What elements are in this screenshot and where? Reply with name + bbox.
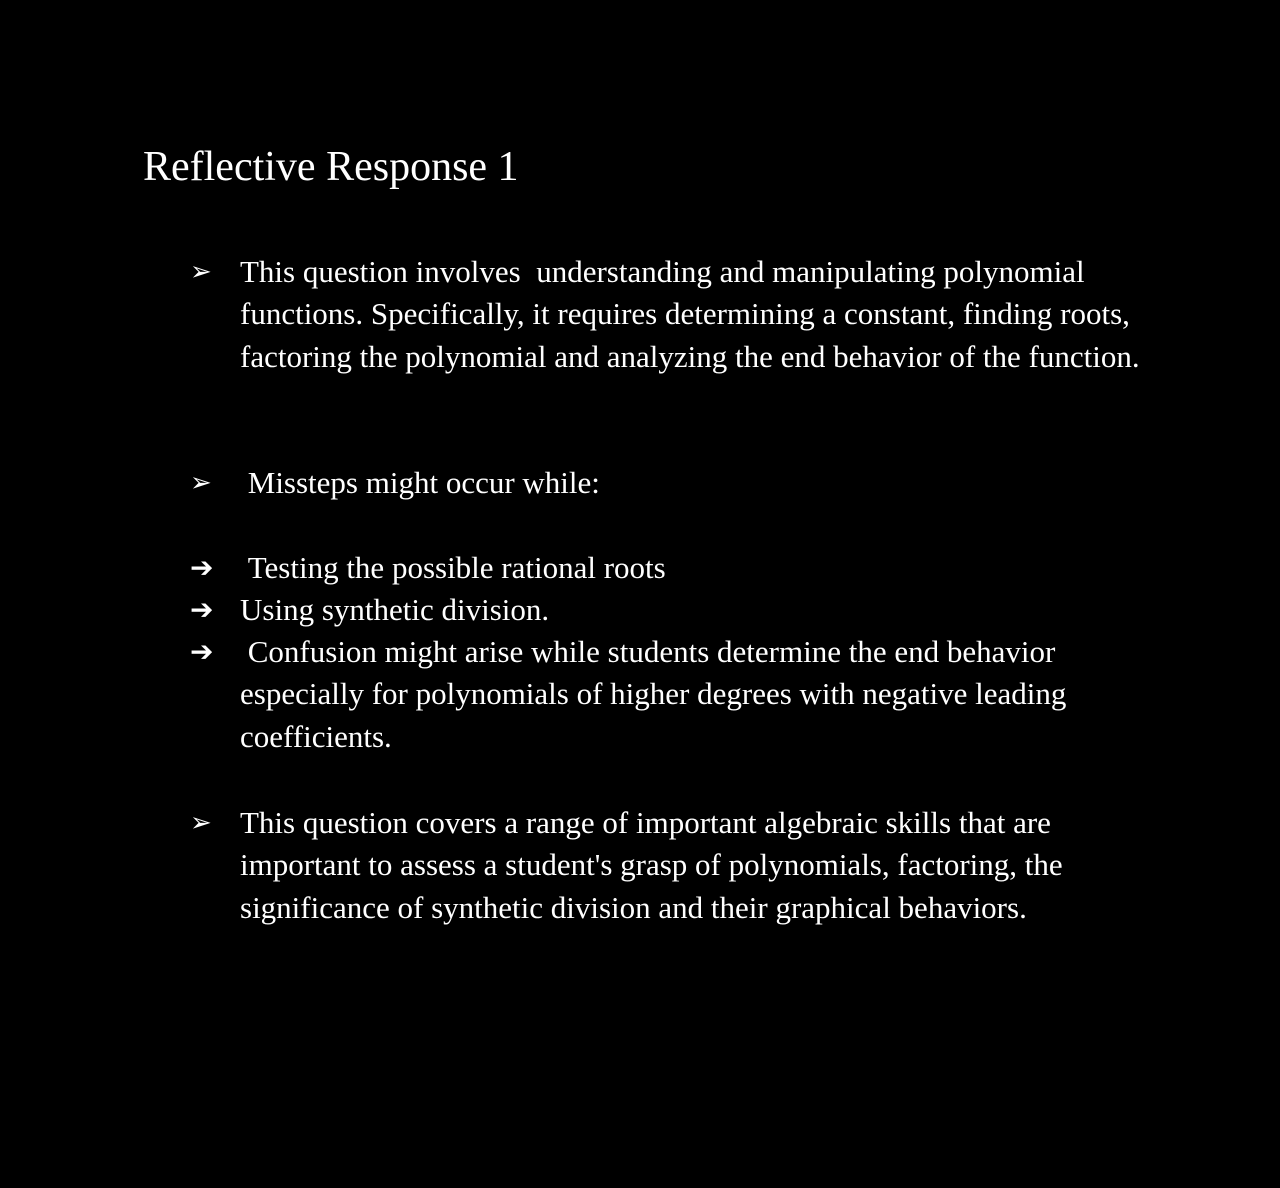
- bullet-text-conclusion: This question covers a range of important algebraic skills that are important to assess a student's grasp of polynomials, factoring, the significance of synthetic division and their graphical behaviors.: [240, 805, 1071, 925]
- heavy-right-arrow-icon: ➔: [190, 551, 214, 584]
- sub-bullet-text-rational-roots: Testing the possible rational roots: [240, 550, 666, 585]
- arrowhead-bullet-icon: ➢: [190, 808, 212, 838]
- bullet-text-missteps: Missteps might occur while:: [240, 465, 600, 500]
- sub-bullet-item-end-behavior: [190, 631, 1160, 758]
- bullet-item-missteps: [190, 462, 1160, 504]
- slide-title: Reflective Response 1: [143, 144, 519, 190]
- sub-bullet-item-synthetic-division: [190, 589, 1160, 631]
- sub-bullet-text-synthetic-division: Using synthetic division.: [240, 592, 550, 627]
- sub-bullet-item-rational-roots: [190, 547, 1160, 589]
- arrowhead-bullet-icon: ➢: [190, 468, 212, 498]
- sub-bullet-text-end-behavior: Confusion might arise while students determine the end behavior especially for polynomials of higher degrees with negative leading coefficients.: [240, 634, 1075, 754]
- bullet-text-overview: This question involves understanding and manipulating polynomial functions. Specifically, it requires determining a constant, finding roots, factoring the polynomial and analyzing the end behavior of the function.: [240, 254, 1140, 374]
- bullet-item-conclusion: [190, 802, 1160, 929]
- arrowhead-bullet-icon: ➢: [190, 257, 212, 287]
- heavy-right-arrow-icon: ➔: [190, 635, 214, 668]
- heavy-right-arrow-icon: ➔: [190, 593, 214, 626]
- bullet-item-overview: [190, 251, 1160, 378]
